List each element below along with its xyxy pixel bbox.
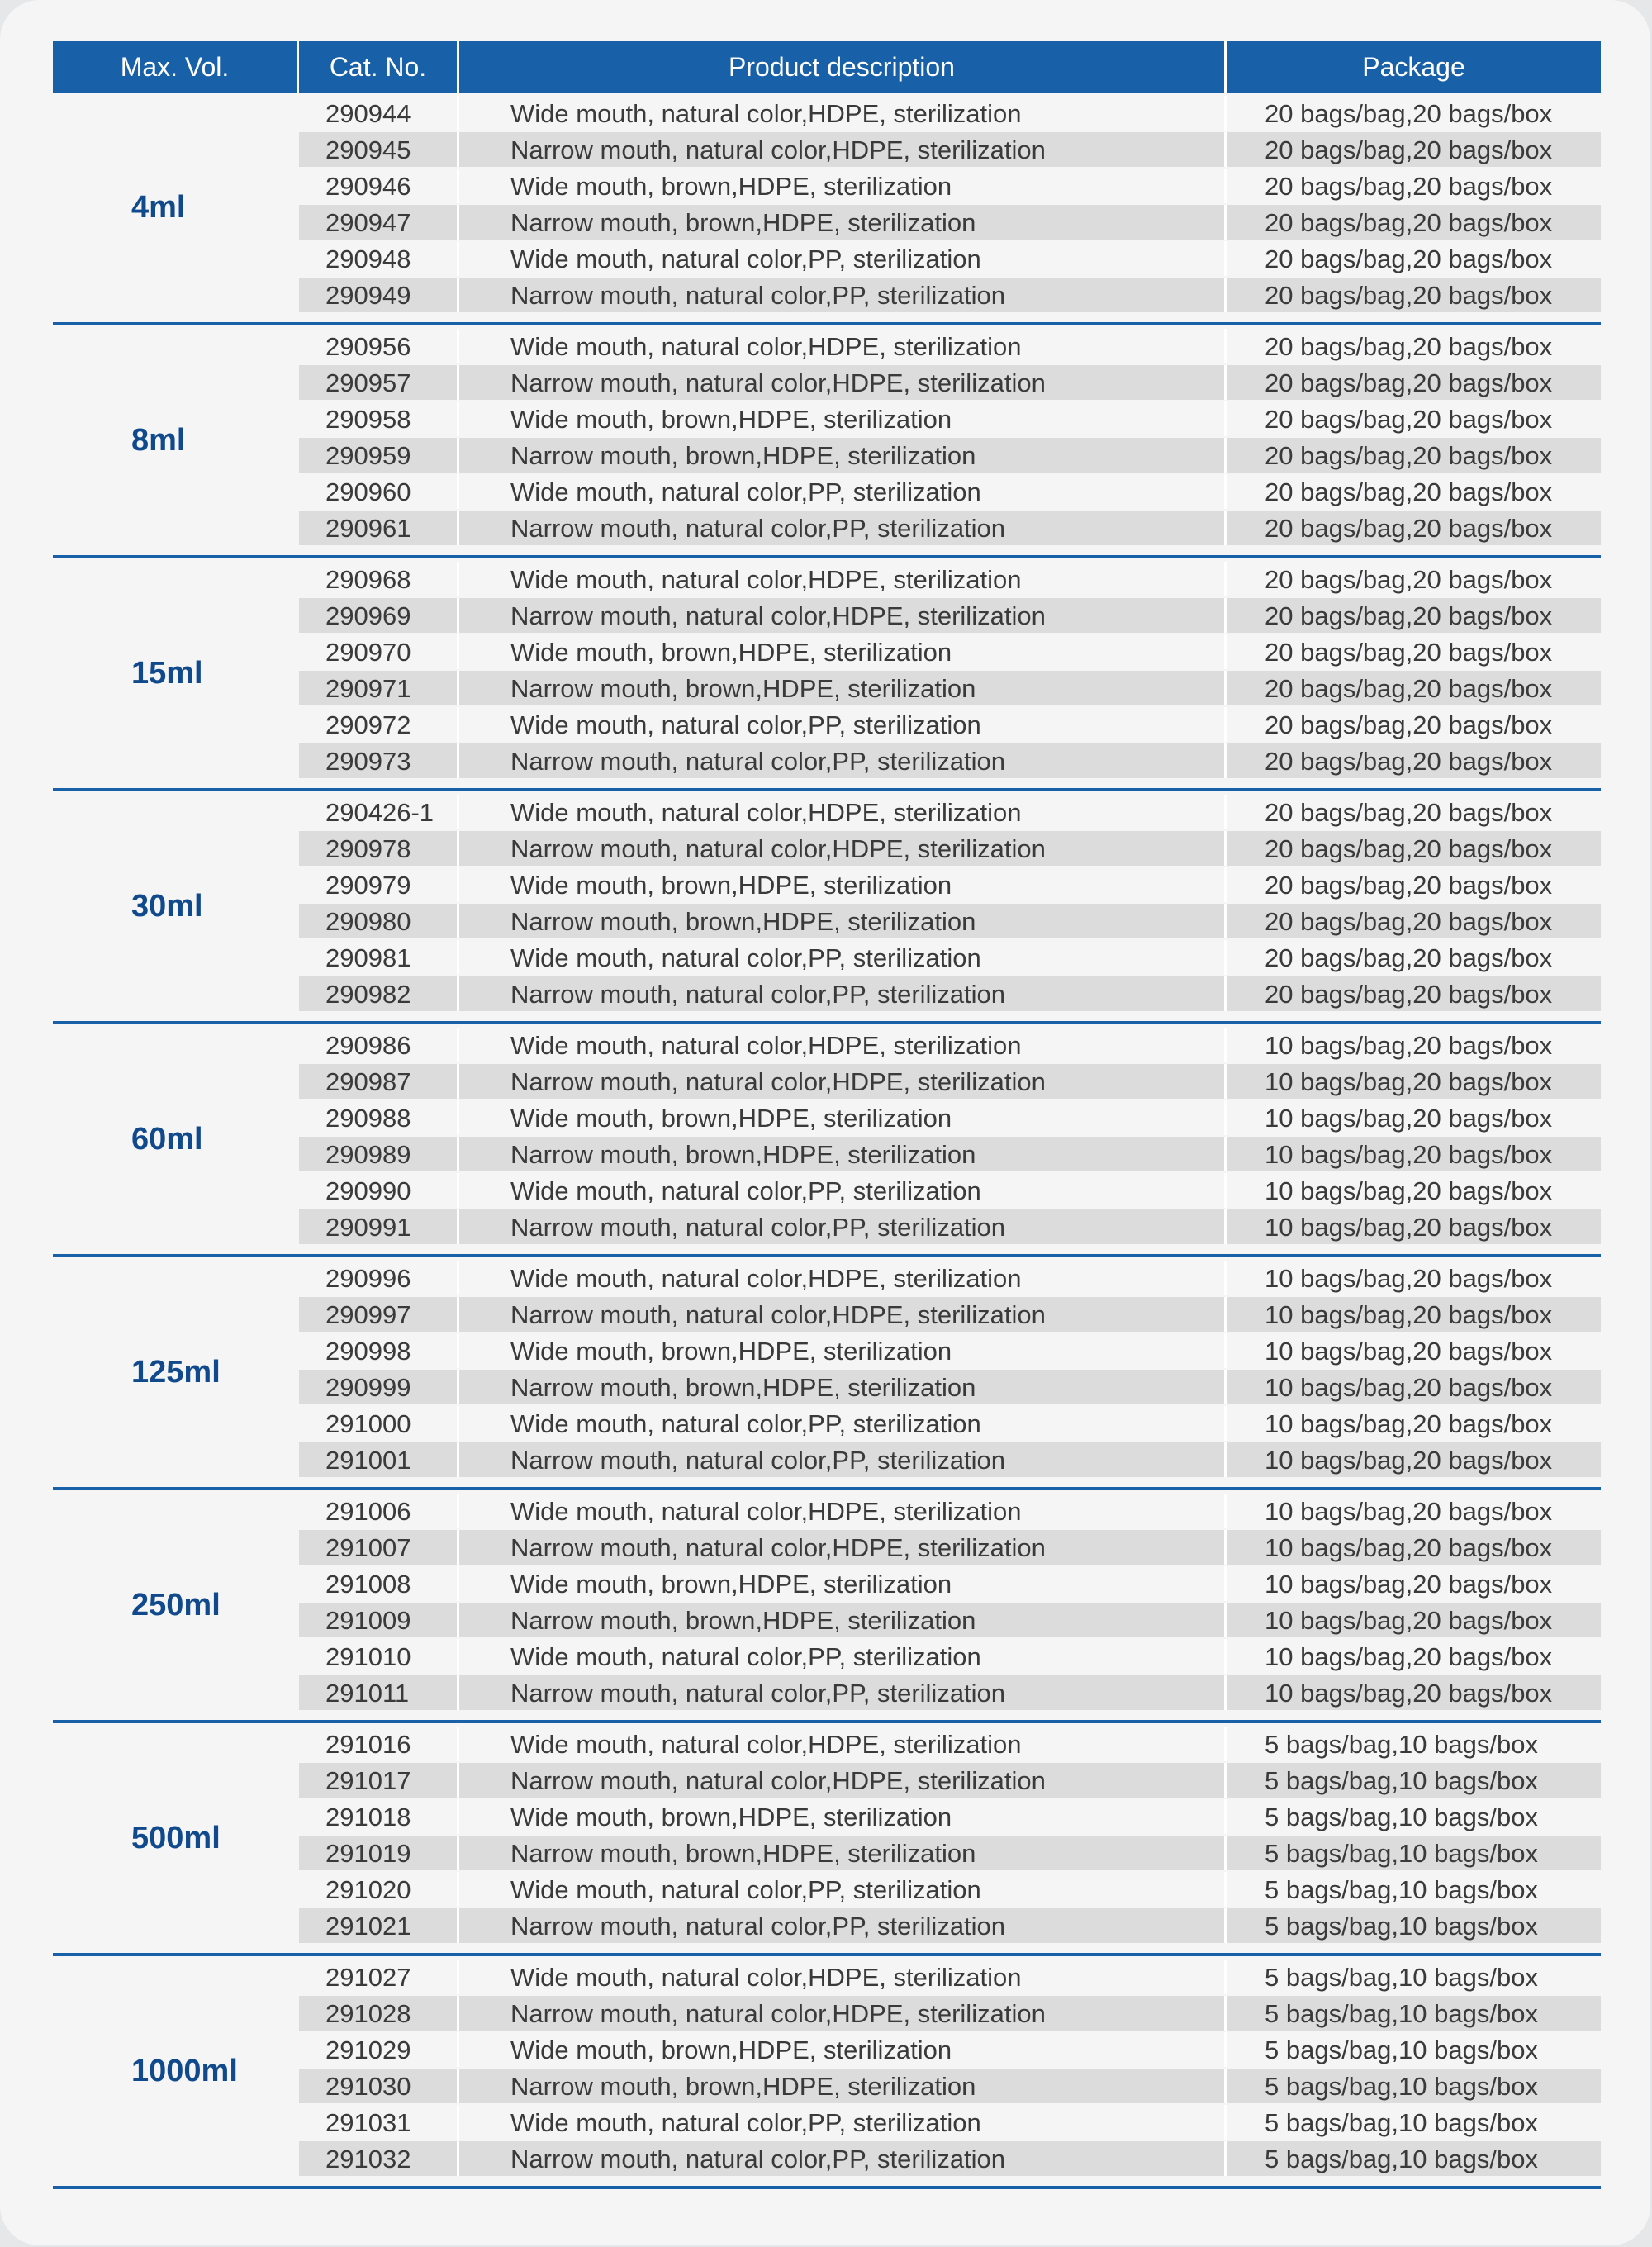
table-row (299, 474, 1601, 509)
table-row (299, 1494, 1601, 1528)
package-cell: 5 bags/bag,10 bags/box (1265, 1803, 1538, 1831)
package-cell: 10 bags/bag,20 bags/box (1265, 1176, 1553, 1205)
group-rows (299, 558, 1601, 788)
package-cell: 20 bags/bag,20 bags/box (1265, 208, 1553, 237)
volume-label: 250ml (131, 1587, 221, 1622)
package-cell: 20 bags/bag,20 bags/box (1265, 332, 1553, 361)
cat-no-cell: 290980 (299, 904, 459, 938)
package-cell: 5 bags/bag,10 bags/box (1265, 1999, 1538, 2028)
cat-no-cell: 291018 (299, 1799, 459, 1834)
table-row (299, 1173, 1601, 1208)
table-row (299, 365, 1601, 400)
package-cell: 5 bags/bag,10 bags/box (1265, 1730, 1538, 1759)
description-cell: Narrow mouth, brown,HDPE, sterilization (459, 1836, 1227, 1870)
description-cell: Narrow mouth, natural color,HDPE, sterilization (459, 132, 1227, 167)
table-row (299, 1908, 1601, 1943)
table-row (299, 1297, 1601, 1332)
description-cell: Wide mouth, natural color,HDPE, sterilization (459, 329, 1227, 363)
description-cell: Narrow mouth, natural color,PP, sterilization (459, 278, 1227, 312)
cat-no-cell: 290989 (299, 1137, 459, 1171)
cat-no-cell: 290987 (299, 1064, 459, 1099)
package-cell: 5 bags/bag,10 bags/box (1265, 2108, 1538, 2137)
cat-no-cell: 290991 (299, 1209, 459, 1244)
table-row (299, 2032, 1601, 2067)
description-cell: Wide mouth, brown,HDPE, sterilization (459, 634, 1227, 669)
table-row (299, 1064, 1601, 1099)
table-row (299, 241, 1601, 276)
cat-no-cell: 291016 (299, 1727, 459, 1761)
package-cell: 10 bags/bag,20 bags/box (1265, 1533, 1553, 1562)
table-row (299, 562, 1601, 596)
cat-no-cell: 290969 (299, 598, 459, 633)
package-cell: 10 bags/bag,20 bags/box (1265, 1140, 1553, 1169)
cat-no-cell: 290981 (299, 940, 459, 975)
package-cell: 20 bags/bag,20 bags/box (1265, 907, 1553, 936)
description-cell: Narrow mouth, natural color,PP, sterilization (459, 511, 1227, 545)
cat-no-cell: 291001 (299, 1442, 459, 1477)
package-cell: 10 bags/bag,20 bags/box (1265, 1606, 1553, 1635)
description-cell: Wide mouth, natural color,PP, sterilization (459, 474, 1227, 509)
table-row (299, 1100, 1601, 1135)
package-cell: 10 bags/bag,20 bags/box (1265, 1300, 1553, 1329)
description-cell: Wide mouth, brown,HDPE, sterilization (459, 867, 1227, 902)
table-row (299, 329, 1601, 363)
volume-label: 15ml (131, 655, 203, 691)
table-row (299, 634, 1601, 669)
description-cell: Wide mouth, natural color,HDPE, sterilization (459, 96, 1227, 131)
cat-no-cell: 291017 (299, 1763, 459, 1798)
description-cell: Narrow mouth, natural color,HDPE, sterilization (459, 831, 1227, 866)
cat-no-cell: 290979 (299, 867, 459, 902)
package-cell: 20 bags/bag,20 bags/box (1265, 710, 1553, 739)
cat-no-cell: 290973 (299, 743, 459, 778)
package-cell: 20 bags/bag,20 bags/box (1265, 368, 1553, 397)
cat-no-cell: 290968 (299, 562, 459, 596)
cat-no-cell: 291030 (299, 2069, 459, 2103)
description-cell: Narrow mouth, natural color,HDPE, sterilization (459, 1763, 1227, 1798)
header-cat-no: Cat. No. (299, 41, 459, 93)
package-cell: 10 bags/bag,20 bags/box (1265, 1446, 1553, 1475)
table-row (299, 831, 1601, 866)
table-row (299, 1799, 1601, 1834)
package-cell: 20 bags/bag,20 bags/box (1265, 943, 1553, 972)
volume-label: 8ml (131, 422, 186, 458)
package-cell: 20 bags/bag,20 bags/box (1265, 245, 1553, 273)
description-cell: Narrow mouth, natural color,PP, sterilization (459, 1209, 1227, 1244)
product-table (53, 41, 1601, 2189)
package-cell: 10 bags/bag,20 bags/box (1265, 1031, 1553, 1060)
table-row (299, 1137, 1601, 1171)
description-cell: Wide mouth, brown,HDPE, sterilization (459, 1333, 1227, 1368)
table-row (299, 2141, 1601, 2176)
package-cell: 10 bags/bag,20 bags/box (1265, 1264, 1553, 1293)
table-row (299, 1406, 1601, 1441)
table-row (299, 1442, 1601, 1477)
header-package: Package (1362, 51, 1465, 82)
package-cell: 20 bags/bag,20 bags/box (1265, 638, 1553, 667)
header-max-vol: Max. Vol. (53, 41, 299, 93)
table-row (299, 1530, 1601, 1565)
cat-no-cell: 291019 (299, 1836, 459, 1870)
description-cell: Wide mouth, natural color,PP, sterilization (459, 1639, 1227, 1674)
cat-no-cell: 291009 (299, 1603, 459, 1637)
package-cell: 10 bags/bag,20 bags/box (1265, 1104, 1553, 1133)
table-row (299, 940, 1601, 975)
description-cell: Wide mouth, brown,HDPE, sterilization (459, 401, 1227, 436)
volume-label: 4ml (131, 189, 186, 225)
package-cell: 20 bags/bag,20 bags/box (1265, 871, 1553, 900)
cat-no-cell: 290957 (299, 365, 459, 400)
package-cell: 20 bags/bag,20 bags/box (1265, 747, 1553, 776)
package-cell: 20 bags/bag,20 bags/box (1265, 172, 1553, 201)
volume-label: 30ml (131, 888, 203, 924)
package-cell: 10 bags/bag,20 bags/box (1265, 1497, 1553, 1526)
package-cell: 20 bags/bag,20 bags/box (1265, 798, 1553, 827)
cat-no-cell: 290999 (299, 1370, 459, 1404)
description-cell: Narrow mouth, brown,HDPE, sterilization (459, 438, 1227, 473)
package-cell: 10 bags/bag,20 bags/box (1265, 1642, 1553, 1671)
group-rows (299, 325, 1601, 555)
cat-no-cell: 291028 (299, 1996, 459, 2031)
cat-no-cell: 291032 (299, 2141, 459, 2176)
package-cell: 5 bags/bag,10 bags/box (1265, 2036, 1538, 2064)
cat-no-cell: 291021 (299, 1908, 459, 1943)
group-rows (299, 1956, 1601, 2186)
cat-no-cell: 290944 (299, 96, 459, 131)
description-cell: Wide mouth, natural color,PP, sterilization (459, 707, 1227, 742)
cat-no-cell: 291010 (299, 1639, 459, 1674)
table-row (299, 795, 1601, 829)
description-cell: Wide mouth, natural color,PP, sterilization (459, 940, 1227, 975)
table-row (299, 96, 1601, 131)
table-row (299, 401, 1601, 436)
group-rows (299, 791, 1601, 1021)
package-cell: 10 bags/bag,20 bags/box (1265, 1067, 1553, 1096)
cat-no-cell: 291007 (299, 1530, 459, 1565)
group-rows (299, 1490, 1601, 1720)
package-cell: 5 bags/bag,10 bags/box (1265, 2145, 1538, 2173)
volume-label: 1000ml (131, 2053, 238, 2088)
description-cell: Narrow mouth, brown,HDPE, sterilization (459, 1370, 1227, 1404)
table-row (299, 1675, 1601, 1710)
description-cell: Wide mouth, natural color,HDPE, sterilization (459, 1261, 1227, 1295)
description-cell: Wide mouth, natural color,PP, sterilization (459, 1406, 1227, 1441)
table-row (299, 1996, 1601, 2031)
description-cell: Narrow mouth, natural color,HDPE, sterilization (459, 1297, 1227, 1332)
table-row (299, 1209, 1601, 1244)
package-cell: 20 bags/bag,20 bags/box (1265, 281, 1553, 310)
table-row (299, 1872, 1601, 1907)
volume-group (53, 1257, 1601, 1490)
table-row (299, 2105, 1601, 2140)
package-cell: 20 bags/bag,20 bags/box (1265, 565, 1553, 594)
package-cell: 10 bags/bag,20 bags/box (1265, 1679, 1553, 1708)
description-cell: Narrow mouth, brown,HDPE, sterilization (459, 904, 1227, 938)
description-cell: Narrow mouth, natural color,HDPE, sterilization (459, 1064, 1227, 1099)
table-row (299, 1836, 1601, 1870)
cat-no-cell: 290958 (299, 401, 459, 436)
description-cell: Wide mouth, brown,HDPE, sterilization (459, 169, 1227, 203)
description-cell: Narrow mouth, brown,HDPE, sterilization (459, 1137, 1227, 1171)
cat-no-cell: 290971 (299, 671, 459, 705)
volume-group (53, 1490, 1601, 1723)
package-cell: 20 bags/bag,20 bags/box (1265, 477, 1553, 506)
cat-no-cell: 290982 (299, 976, 459, 1011)
cat-no-cell: 290961 (299, 511, 459, 545)
cat-no-cell: 290996 (299, 1261, 459, 1295)
table-row (299, 1960, 1601, 1994)
cat-no-cell: 290998 (299, 1333, 459, 1368)
table-row (299, 169, 1601, 203)
table-row (299, 1261, 1601, 1295)
table-row (299, 1566, 1601, 1601)
package-cell: 20 bags/bag,20 bags/box (1265, 135, 1553, 164)
table-row (299, 438, 1601, 473)
package-cell: 5 bags/bag,10 bags/box (1265, 1963, 1538, 1992)
description-cell: Wide mouth, natural color,HDPE, sterilization (459, 1960, 1227, 1994)
description-cell: Wide mouth, brown,HDPE, sterilization (459, 1566, 1227, 1601)
description-cell: Narrow mouth, brown,HDPE, sterilization (459, 205, 1227, 240)
description-cell: Wide mouth, natural color,HDPE, sterilization (459, 562, 1227, 596)
description-cell: Narrow mouth, natural color,PP, sterilization (459, 743, 1227, 778)
description-cell: Wide mouth, natural color,PP, sterilization (459, 2105, 1227, 2140)
cat-no-cell: 291011 (299, 1675, 459, 1710)
package-cell: 5 bags/bag,10 bags/box (1265, 1766, 1538, 1795)
description-cell: Narrow mouth, natural color,HDPE, sterilization (459, 365, 1227, 400)
table-row (299, 867, 1601, 902)
table-row (299, 904, 1601, 938)
volume-label: 500ml (131, 1820, 221, 1855)
cat-no-cell: 290947 (299, 205, 459, 240)
cat-no-cell: 290986 (299, 1028, 459, 1062)
package-cell: 5 bags/bag,10 bags/box (1265, 2072, 1538, 2101)
table-row (299, 1639, 1601, 1674)
description-cell: Wide mouth, natural color,PP, sterilization (459, 241, 1227, 276)
volume-group (53, 1723, 1601, 1956)
table-row (299, 707, 1601, 742)
table-row (299, 511, 1601, 545)
description-cell: Narrow mouth, natural color,PP, sterilization (459, 976, 1227, 1011)
cat-no-cell: 291031 (299, 2105, 459, 2140)
package-cell: 20 bags/bag,20 bags/box (1265, 980, 1553, 1009)
cat-no-cell: 290426-1 (299, 795, 459, 829)
package-cell: 10 bags/bag,20 bags/box (1265, 1373, 1553, 1402)
table-row (299, 1603, 1601, 1637)
group-rows (299, 1257, 1601, 1487)
cat-no-cell: 291000 (299, 1406, 459, 1441)
group-rows (299, 1723, 1601, 1953)
description-cell: Wide mouth, brown,HDPE, sterilization (459, 1100, 1227, 1135)
table-row (299, 598, 1601, 633)
description-cell: Wide mouth, natural color,PP, sterilization (459, 1872, 1227, 1907)
description-cell: Narrow mouth, natural color,PP, sterilization (459, 1675, 1227, 1710)
table-row (299, 132, 1601, 167)
cat-no-cell: 290972 (299, 707, 459, 742)
table-body (53, 93, 1601, 2189)
package-cell: 5 bags/bag,10 bags/box (1265, 1912, 1538, 1941)
table-row (299, 1028, 1601, 1062)
cat-no-cell: 290997 (299, 1297, 459, 1332)
description-cell: Wide mouth, brown,HDPE, sterilization (459, 2032, 1227, 2067)
cat-no-cell: 290960 (299, 474, 459, 509)
description-cell: Wide mouth, natural color,HDPE, sterilization (459, 795, 1227, 829)
cat-no-cell: 290945 (299, 132, 459, 167)
cat-no-cell: 290946 (299, 169, 459, 203)
table-row (299, 1333, 1601, 1368)
package-cell: 20 bags/bag,20 bags/box (1265, 441, 1553, 470)
description-cell: Narrow mouth, natural color,PP, sterilization (459, 1908, 1227, 1943)
package-cell: 20 bags/bag,20 bags/box (1265, 405, 1553, 434)
description-cell: Narrow mouth, natural color,HDPE, sterilization (459, 1530, 1227, 1565)
package-cell: 5 bags/bag,10 bags/box (1265, 1839, 1538, 1868)
package-cell: 20 bags/bag,20 bags/box (1265, 674, 1553, 703)
table-row (299, 1370, 1601, 1404)
package-cell: 20 bags/bag,20 bags/box (1265, 834, 1553, 863)
cat-no-cell: 290988 (299, 1100, 459, 1135)
package-cell: 10 bags/bag,20 bags/box (1265, 1409, 1553, 1438)
package-cell: 10 bags/bag,20 bags/box (1265, 1213, 1553, 1242)
volume-label: 60ml (131, 1121, 203, 1157)
description-cell: Narrow mouth, brown,HDPE, sterilization (459, 2069, 1227, 2103)
cat-no-cell: 290948 (299, 241, 459, 276)
table-row (299, 278, 1601, 312)
description-cell: Narrow mouth, natural color,HDPE, sterilization (459, 598, 1227, 633)
cat-no-cell: 290949 (299, 278, 459, 312)
description-cell: Narrow mouth, brown,HDPE, sterilization (459, 1603, 1227, 1637)
volume-group (53, 1956, 1601, 2189)
cat-no-cell: 290978 (299, 831, 459, 866)
description-cell: Narrow mouth, brown,HDPE, sterilization (459, 671, 1227, 705)
package-cell: 10 bags/bag,20 bags/box (1265, 1570, 1553, 1599)
volume-group (53, 791, 1601, 1024)
description-cell: Narrow mouth, natural color,PP, sterilization (459, 2141, 1227, 2176)
table-header (53, 41, 1601, 93)
description-cell: Wide mouth, brown,HDPE, sterilization (459, 1799, 1227, 1834)
package-cell: 5 bags/bag,10 bags/box (1265, 1875, 1538, 1904)
cat-no-cell: 291029 (299, 2032, 459, 2067)
cat-no-cell: 291006 (299, 1494, 459, 1528)
cat-no-cell: 290990 (299, 1173, 459, 1208)
group-rows (299, 93, 1601, 322)
volume-group (53, 325, 1601, 558)
description-cell: Wide mouth, natural color,PP, sterilization (459, 1173, 1227, 1208)
volume-group (53, 1024, 1601, 1257)
description-cell: Narrow mouth, natural color,HDPE, sterilization (459, 1996, 1227, 2031)
description-cell: Wide mouth, natural color,HDPE, sterilization (459, 1028, 1227, 1062)
table-row (299, 671, 1601, 705)
volume-label: 125ml (131, 1354, 221, 1390)
cat-no-cell: 291008 (299, 1566, 459, 1601)
description-cell: Wide mouth, natural color,HDPE, sterilization (459, 1727, 1227, 1761)
cat-no-cell: 290959 (299, 438, 459, 473)
table-row (299, 743, 1601, 778)
cat-no-cell: 291020 (299, 1872, 459, 1907)
description-cell: Narrow mouth, natural color,PP, sterilization (459, 1442, 1227, 1477)
table-row (299, 2069, 1601, 2103)
package-cell: 10 bags/bag,20 bags/box (1265, 1337, 1553, 1366)
table-row (299, 976, 1601, 1011)
volume-group (53, 558, 1601, 791)
group-rows (299, 1024, 1601, 1254)
package-cell: 20 bags/bag,20 bags/box (1265, 99, 1553, 128)
cat-no-cell: 290956 (299, 329, 459, 363)
header-description: Product description (459, 41, 1227, 93)
package-cell: 20 bags/bag,20 bags/box (1265, 514, 1553, 543)
package-cell: 20 bags/bag,20 bags/box (1265, 601, 1553, 630)
table-row (299, 1727, 1601, 1761)
cat-no-cell: 290970 (299, 634, 459, 669)
table-row (299, 1763, 1601, 1798)
volume-group (53, 93, 1601, 325)
table-row (299, 205, 1601, 240)
description-cell: Wide mouth, natural color,HDPE, sterilization (459, 1494, 1227, 1528)
cat-no-cell: 291027 (299, 1960, 459, 1994)
